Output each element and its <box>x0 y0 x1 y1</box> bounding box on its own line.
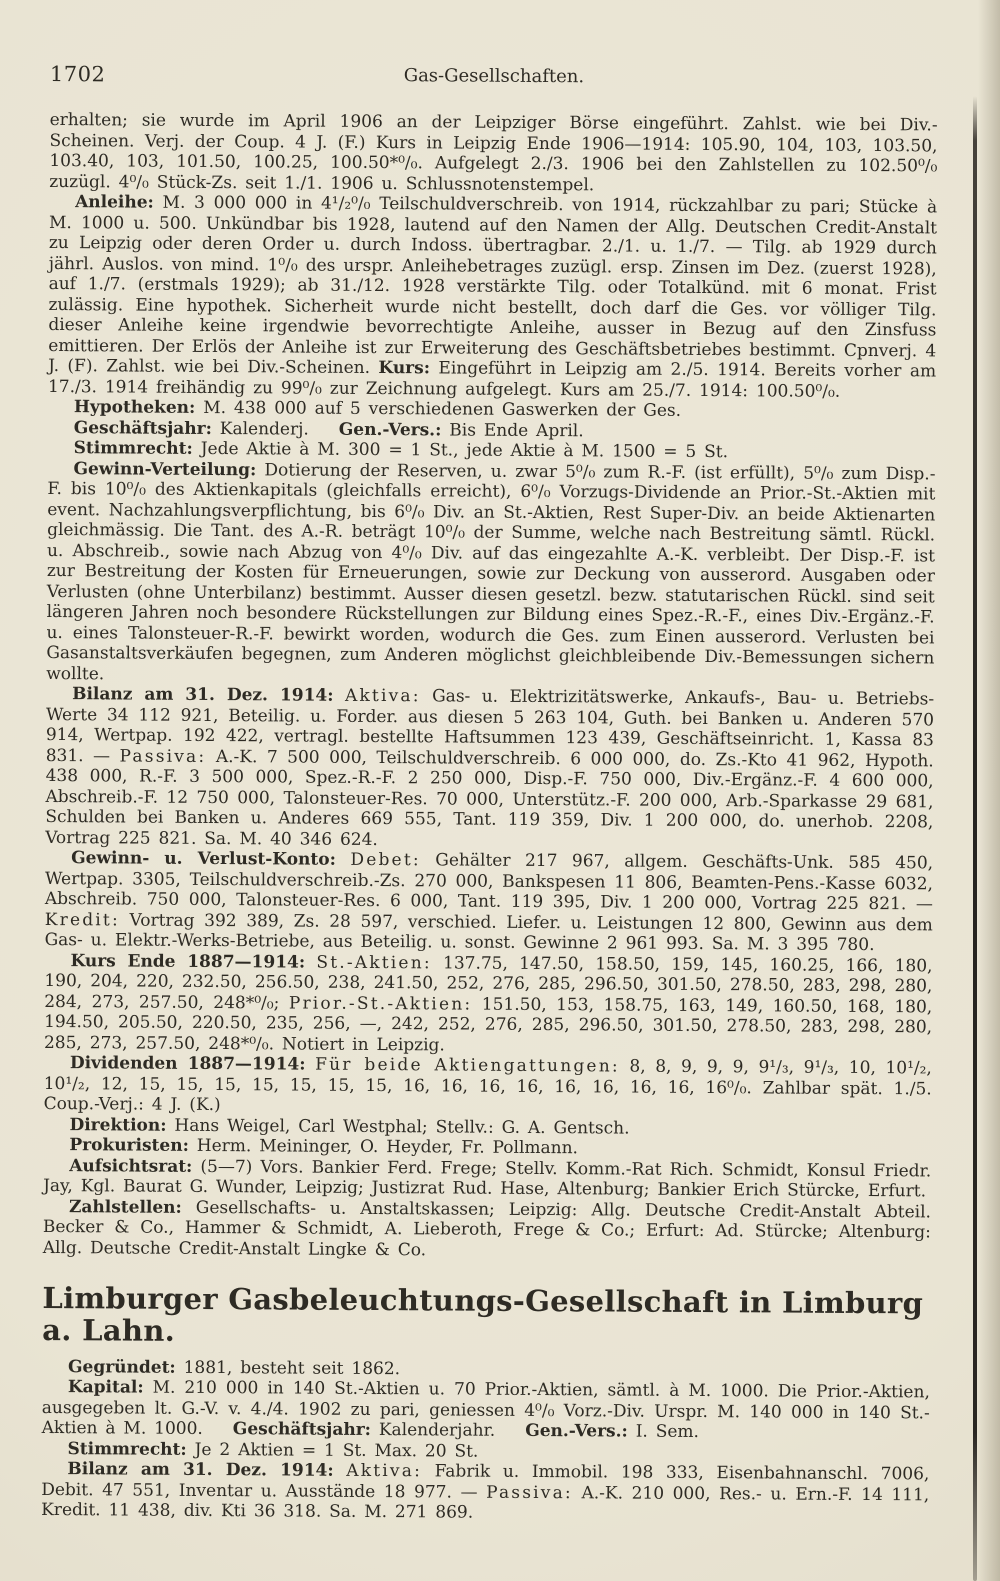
spaced-label: Kredit: <box>44 909 120 930</box>
spaced-label: Passiva: <box>486 1482 573 1504</box>
bold-lead: Kurs Ende 1887—1914: <box>70 950 306 973</box>
spaced-label: Debet: <box>350 849 421 871</box>
text-run: A.-K. 210 000, Res.- u. Ern.-F. 14 111, Kredit. 11 438, div. Kti 36 318. Sa. M. 271 869. <box>41 1483 930 1524</box>
para-gewinn-verteilung <box>46 458 935 689</box>
para-dividenden <box>44 1053 932 1120</box>
para-kurs-fortsetzung <box>49 110 937 197</box>
bold-lead: Gewinn- u. Verlust-Konto: <box>71 848 336 870</box>
text-run: Gesellschafts- u. Anstaltskassen; Leipzig: Allg. Deutsche Credit-Anstalt Abteil. Becker & Co., Hammer & Schmidt, A. Lieberoth, Frege & Co.; Erfurt: Ad. Stürcke; Altenburg: Allg. Deutsche Credit-Anstalt Lingke & Co. <box>42 1197 932 1260</box>
text-run: Fabrik u. Immobil. 198 333, Eisenbahnanschl. 7006, Debit. 47 551, Inventar u. Ausstände 18 977. — <box>41 1461 930 1503</box>
bold-lead: Stimmrecht: <box>73 438 193 459</box>
text-run <box>305 1055 315 1075</box>
entry-continuation <box>43 110 938 1263</box>
spaced-label: Prior.-St.-Aktien: <box>288 992 473 1015</box>
text-run <box>305 952 316 972</box>
entry-limburg <box>41 1282 930 1526</box>
text-run: Dotierung der Reserven, u. zwar 5⁰/₀ zum R.-F. (ist erfüllt), 5⁰/₀ zum Disp.-F. bis 10⁰/₀ des Aktienkapitals (gleichfalls erreicht), 6⁰/₀ Vorzugs-Dividende an Prior.-St.-Aktien mit event. Nachzahlungsverpflichtung, bis 6⁰/₀ Div. an St.-Aktien, Rest Super-Div. an beide Aktienarten gleichmässig. Die Tant. des A.-R. beträgt 10⁰/₀ der Summe, welche nach Bestreitung sämtl. Rückl. u. Abschreib., sowie nach Abzug von 4⁰/₀ Div. auf das eingezahlte A.-K. verbleibt. Der Disp.-F. ist zur Bestreitung der Kosten für Erneuerungen, sowie zur Deckung von ausserord. Ausgaben oder Verlusten (ohne Unterbilanz) bestimmt. Ausser diesen gesetzl. bezw. statutarischen Rückl. sind seit längeren Jahren noch besondere Rückstellungen zur Bildung eines Spez.-R.-F., eines Div.-Ergänz.-F. u. eines Talonsteuer-R.-F. bewirkt worden, wodurch die Ges. zum Einen ausserord. Verlusten bei Gasanstaltsverkäufen begegnen, zum Anderen möglichst gleichbleibende Div.-Bemessungen sichern wollte. <box>46 459 936 684</box>
page-header <box>50 60 938 93</box>
bold-lead: Kapital: <box>67 1377 144 1399</box>
bold-lead: Kurs: <box>378 358 431 379</box>
spaced-label: Aktiva: <box>344 685 421 707</box>
text-run: Eingeführt in Leipzig am 2./5. 1914. Bereits vorher am 17./3. 1914 freihändig zu 99⁰/₀ zur Zeichnung aufgelegt. Kurs am 25./7. 1914: 100.50⁰/₀. <box>47 358 937 402</box>
bold-lead: Anleihe: <box>75 192 154 213</box>
bold-lead: Stimmrecht: <box>67 1439 187 1460</box>
entry-limburg-body <box>41 1357 930 1526</box>
text-run <box>336 850 351 870</box>
text-run: 151.50, 153, 158.75, 163, 149, 160.50, 168, 180, 194.50, 205.50, 220.50, 235, 256, —, 242, 252, 276, 285, 296.50, 301.50, 278.50, 283, 298, 280, 285, 273, 257.50, 248*⁰/₀. Notiert in Leipzig. <box>43 994 933 1055</box>
text-run: Gas- u. Elektrizitätswerke, Ankaufs-, Bau- u. Betriebs-Werte 34 112 921, Beteilig. u. Forder. aus diesen 5 263 104, Guth. bei Banken u. Anderen 570 914, Wertpap. 192 422, vertragl. bestellte Haftsummen 123 439, Geschäftseinricht. 1, Kassa 83 831. — <box>45 686 935 766</box>
text-run: I. Sem. <box>627 1421 700 1443</box>
text-run: 1881, besteht seit 1862. <box>175 1357 401 1380</box>
bold-lead: Dividenden 1887—1914: <box>69 1053 306 1075</box>
text-run: Hans Weigel, Carl Westphal; Stellv.: G. A. Gentsch. <box>166 1115 630 1139</box>
text-run: Jede Aktie à M. 300 = 1 St., jede Aktie à M. 1500 = 5 St. <box>192 438 729 463</box>
bold-lead: Geschäftsjahr: <box>232 1419 372 1441</box>
text-run: Kalenderj. <box>211 418 309 440</box>
text-run: erhalten; sie wurde im April 1906 an der Leipziger Börse eingeführt. Zahlst. wie bei Div.-Scheinen. Verj. der Coup. 4 J. (F.) Kurs in Leipzig Ende 1906—1914: 105.90, 104, 103, 103.50, 103.40, 103, 101.50, 100.25, 100.50*⁰/₀. Aufgelegt 2./3. 1906 bei den Zahlstellen zu 102.50⁰/₀ zuzügl. 4⁰/₀ Stück-Zs. seit 1./1. 1906 u. Schlussnotenstempel. <box>49 109 938 195</box>
text-run: M. 210 000 in 140 St.-Aktien u. 70 Prior.-Aktien, sämtl. à M. 1000. Die Prior.-Aktien, ausgegeben lt. G.-V. v. 4./4. 1902 zu pari, geniessen 4⁰/₀ Vorz.-Div. Urspr. M. 140 000 in 140 St.-Aktien à M. 1000. <box>41 1378 930 1440</box>
bold-lead: Prokuristen: <box>69 1135 189 1156</box>
para-gewinn-verlust-konto <box>45 848 934 956</box>
text-run: 137.75, 147.50, 158.50, 159, 145, 160.25, 166, 180, 190, 204, 220, 232.50, 256.50, 238, 241.50, 252, 276, 285, 296.50, 301.50, 278.50, 283, 298, 280, 284, 273, 257.50, 248*⁰/₀; <box>44 952 933 1013</box>
bold-lead: Gegründet: <box>67 1357 176 1378</box>
para-zahlstellen <box>43 1196 931 1263</box>
company-heading: Limburger Gasbeleuchtungs-Gesellschaft in Limburg a. Lahn. <box>42 1280 924 1349</box>
page-number: 1702 <box>49 61 106 87</box>
bold-lead: Bilanz am 31. Dez. 1914: <box>67 1459 334 1482</box>
bold-lead: Hypotheken: <box>73 397 196 418</box>
text-run: Kalenderjahr. <box>370 1420 496 1442</box>
bold-lead: Bilanz am 31. Dez. 1914: <box>72 684 334 706</box>
bold-lead: Direktion: <box>69 1114 167 1136</box>
text-run: Bis Ende April. <box>441 419 584 441</box>
text-run: Vortrag 392 389, Zs. 28 597, verschied. Liefer. u. Leistungen 12 800, Gewinn aus dem Gas- u. Elektr.-Werks-Betriebe, aus Beteilig. u. sonst. Gewinne 2 961 993. Sa. M. 3 395 780. <box>44 909 933 956</box>
text-run: (5—7) Vors. Bankier Ferd. Frege; Stellv. Komm.-Rat Rich. Schmidt, Konsul Friedr. Jay, Kgl. Baurat G. Wunder, Leipzig; Justizrat Rud. Hase, Altenburg; Bankier Erich Stürcke, Erfurt. <box>43 1156 932 1202</box>
bold-lead: Gewinn-Verteilung: <box>73 458 257 480</box>
bold-lead: Zahlstellen: <box>68 1196 182 1218</box>
running-head: Gas-Gesellschaften. <box>403 65 585 88</box>
spaced-label: St.-Aktien: <box>316 952 432 973</box>
spaced-label: Aktiva: <box>346 1461 423 1482</box>
spaced-label: Für beide Aktiengattungen: <box>315 1054 620 1077</box>
para-bilanz-limburg <box>41 1459 929 1526</box>
para-kurs-ende <box>44 950 933 1058</box>
text-run <box>333 686 345 706</box>
para-bilanz <box>45 684 934 853</box>
spaced-label: Passiva: <box>119 745 207 767</box>
text-run: Herm. Meininger, O. Heyder, Fr. Pollmann. <box>188 1135 579 1159</box>
bold-lead: Gen.-Vers.: <box>525 1421 628 1442</box>
page-edge-shade <box>978 0 1000 1581</box>
bold-lead: Aufsichtsrat: <box>69 1155 193 1177</box>
bold-lead: Geschäftsjahr: <box>73 417 212 439</box>
text-run: Je 2 Aktien = 1 St. Max. 20 St. <box>186 1439 479 1462</box>
page-edge-line <box>973 96 977 1581</box>
page-content <box>41 60 938 1526</box>
para-kapital <box>42 1377 930 1444</box>
text-run: Gehälter 217 967, allgem. Geschäfts-Unk. 585 450, Wertpap. 3305, Teilschuldverschreib.-Zs. 270 000, Bankspesen 11 806, Beamten-Pens.-Kasse 6032, Abschreib. 750 000, Talonsteuer-Res. 6 000, Tant. 119 395, Div. 1 200 000, Vortrag 225 821. — <box>44 850 934 915</box>
text-run: M. 438 000 auf 5 verschiedenen Gaswerken der Ges. <box>195 397 682 421</box>
text-run: 8, 8, 9, 9, 9, 9¹/₃, 9¹/₃, 10, 10¹/₂, 10¹/₂, 12, 15, 15, 15, 15, 15, 15, 15, 16, 16, 16, 16, 16, 16, 16, 16, 16⁰/₀. Zahlbar spät. 1./5. Coup.-Verj.: 4 J. (K.) <box>43 1056 932 1116</box>
text-run: A.-K. 7 500 000, Teilschuldverschreib. 6 000 000, do. Zs.-Kto 41 962, Hypoth. 438 000, R.-F. 3 500 000, Spez.-R.-F. 2 250 000, Disp.-F. 750 000, Div.-Ergänz.-F. 4 600 000, Abschreib.-F. 12 750 000, Talonsteuer-Res. 70 000, Unterstütz.-F. 200 000, Arb.-Sparkasse 29 681, Schulden bei Banken u. Anderes 669 555, Tant. 119 359, Div. 1 200 000, do. unerhob. 2208, Vortrag 225 821. Sa. M. 40 346 624. <box>45 746 934 850</box>
para-anleihe <box>48 192 937 402</box>
text-run <box>334 1461 347 1481</box>
text-run: M. 3 000 000 in 4¹/₂⁰/₀ Teilschuldverschreib. von 1914, rückzahlbar zu pari; Stücke à M. 1000 u. 500. Unkündbar bis 1928, lautend auf den Namen der Allg. Deutschen Credit-Anstalt zu Leipzig oder deren Order u. durch Indoss. übertragbar. 2./1. u. 1./7. — Tilg. ab 1929 durch jährl. Auslos. von mind. 1⁰/₀ des urspr. Anleihebetrages zuzügl. ersp. Zinsen im Dez. (zuerst 1928), auf 1./7. (erstmals 1929); ab 31./12. 1928 verstärkte Tilg. oder Totalkünd. mit 6 monat. Frist zulässig. Eine hypothek. Sicherheit wurde nicht bestellt, doch darf die Ges. vor völliger Tilg. dieser Anleihe keine irgendwie bevorrechtigte Anleihe, ausser in Bezug auf den Zinsfuss emittieren. Der Erlös der Anleihe ist zur Erweiterung des Geschäftsbetriebes bestimmt. Cpnverj. 4 J. (F). Zahlst. wie bei Div.-Scheinen. <box>48 192 938 379</box>
para-aufsichtsrat <box>43 1155 931 1201</box>
bold-lead: Gen.-Vers.: <box>338 419 442 440</box>
